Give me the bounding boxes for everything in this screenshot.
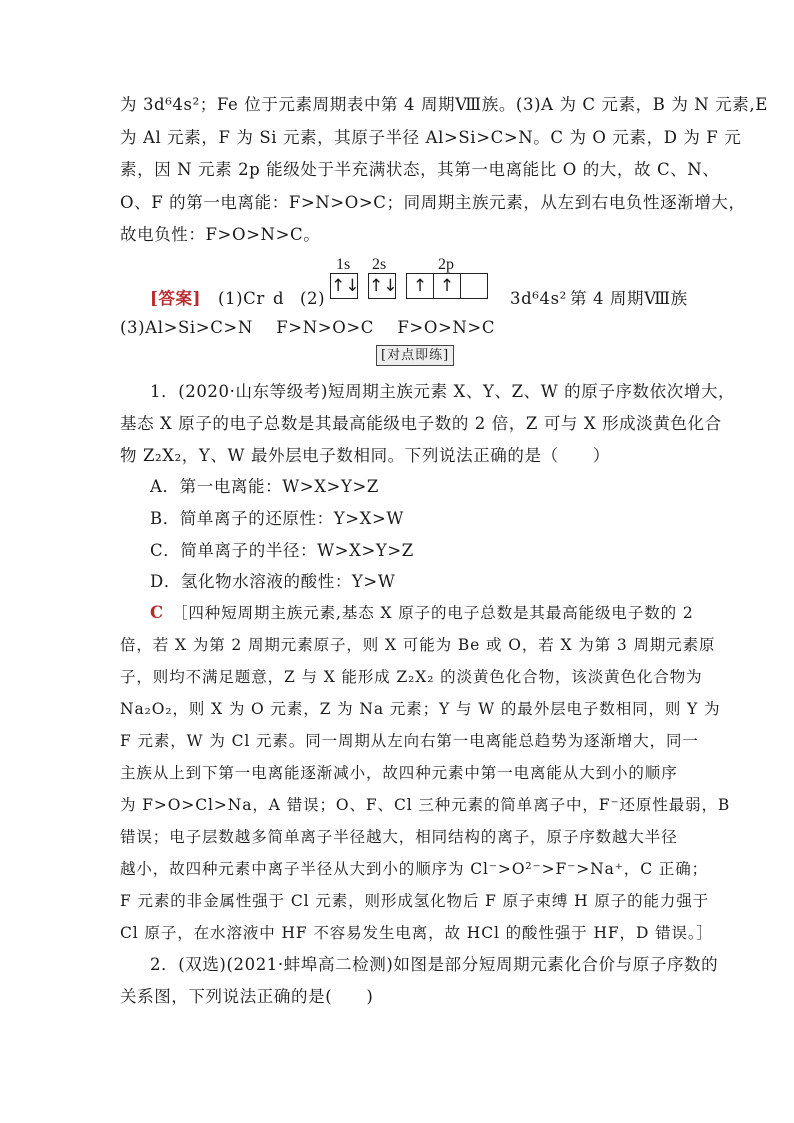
orbital-box-2p-2: ↑ — [433, 273, 461, 299]
q1-option-c: C．简单离子的半径：W>X>Y>Z — [150, 541, 414, 560]
text-line: O、F 的第一电离能：F>N>O>C；同周期主族元素，从左到右电负性逐渐增大， — [120, 193, 746, 212]
answer-part1b: d — [273, 289, 285, 308]
answer-label: [答案] — [150, 289, 202, 308]
text-line: 素，因 N 元素 2p 能级处于半充满状态，其第一电离能比 O 的大，故 C、N、 — [120, 160, 720, 179]
q1-line: 基态 X 原子的电子总数是其最高能级电子数的 2 倍，Z 可与 X 形成淡黄色化合 — [120, 414, 722, 433]
orbital-box-1s: ↑↓ — [330, 273, 358, 299]
text-line: 为 Al 元素，F 为 Si 元素，其原子半径 Al>Si>C>N。C 为 O 元素，D 为 F 元 — [120, 128, 742, 147]
q1-option-d: D．氢化物水溶液的酸性：Y>W — [150, 572, 396, 591]
section-badge: [对点即练] — [376, 345, 454, 366]
q1-line: 物 Z₂X₂，Y、W 最外层电子数相同。下列说法正确的是（ ） — [120, 446, 610, 465]
answer-part1: (1)Cr — [218, 289, 265, 308]
answer-part2: (2) — [300, 289, 326, 308]
solution-line: ［四种短周期主族元素,基态 X 原子的电子总数是其最高能级电子数的 2 — [172, 604, 694, 622]
q2-line: 2．(双选)(2021·蚌埠高二检测)如图是部分短周期元素化合价与原子序数的 — [150, 955, 719, 974]
solution-line: 错误；电子层数越多简单离子半径越大，相同结构的离子，原子序数越大半径 — [120, 828, 678, 846]
solution-key: C — [150, 603, 164, 622]
q1-option-b: B．简单离子的还原性：Y>X>W — [150, 509, 404, 528]
solution-line: 主族从上到下第一电离能逐渐减小，故四种元素中第一电离能从大到小的顺序 — [120, 764, 678, 782]
orbital-box-2s: ↑↓ — [368, 273, 396, 299]
orbital-label-1s: 1s — [336, 256, 351, 273]
solution-line: 为 F>O>Cl>Na，A 错误；O、F、Cl 三种元素的简单离子中，F⁻还原性最弱，B — [120, 796, 731, 814]
orbital-box-2p-1: ↑ — [406, 273, 434, 299]
q1-line: 1．(2020·山东等级考)短周期主族元素 X、Y、Z、W 的原子序数依次增大， — [150, 382, 736, 401]
solution-line: Cl 原子，在水溶液中 HF 不容易发生电离，故 HCl 的酸性强于 HF，D 错误。］ — [120, 924, 713, 942]
answer-part3: (3)Al>Si>C>N F>N>O>C F>O>N>C — [120, 318, 496, 337]
solution-line: Na₂O₂，则 X 为 O 元素，Z 为 Na 元素；Y 与 W 的最外层电子数相同，则 Y 为 — [120, 700, 721, 718]
orbital-label-2s: 2s — [372, 256, 387, 273]
answer-period: 第 4 周期Ⅷ族 — [570, 289, 688, 308]
q2-line: 关系图，下列说法正确的是( ) — [120, 987, 374, 1006]
q1-option-a: A．第一电离能：W>X>Y>Z — [150, 477, 379, 496]
text-line: 为 3d⁶4s²；Fe 位于元素周期表中第 4 周期Ⅷ族。(3)A 为 C 元素，B 为 N 元素,E — [120, 95, 768, 114]
solution-line: F 元素的非金属性强于 Cl 元素，则形成氢化物后 F 原子束缚 H 原子的能力强于 — [120, 892, 710, 910]
solution-line: 越小，故四种元素中离子半径从大到小的顺序为 Cl⁻>O²⁻>F⁻>Na⁺，C 正确； — [120, 860, 708, 878]
answer-config: 3d⁶4s² — [510, 289, 567, 308]
orbital-label-2p: 2p — [438, 256, 454, 273]
solution-line: 倍，若 X 为第 2 周期元素原子，则 X 可能为 Be 或 O，若 X 为第 3 周期元素原 — [120, 636, 716, 654]
solution-line: 子，则均不满足题意，Z 与 X 能形成 Z₂X₂ 的淡黄色化合物，该淡黄色化合物为 — [120, 668, 703, 686]
orbital-box-2p-3 — [460, 273, 488, 299]
solution-line: F 元素，W 为 Cl 元素。同一周期从左向右第一电离能总趋势为逐渐增大，同一 — [120, 732, 699, 750]
text-line: 故电负性：F>O>N>C。 — [120, 225, 321, 244]
